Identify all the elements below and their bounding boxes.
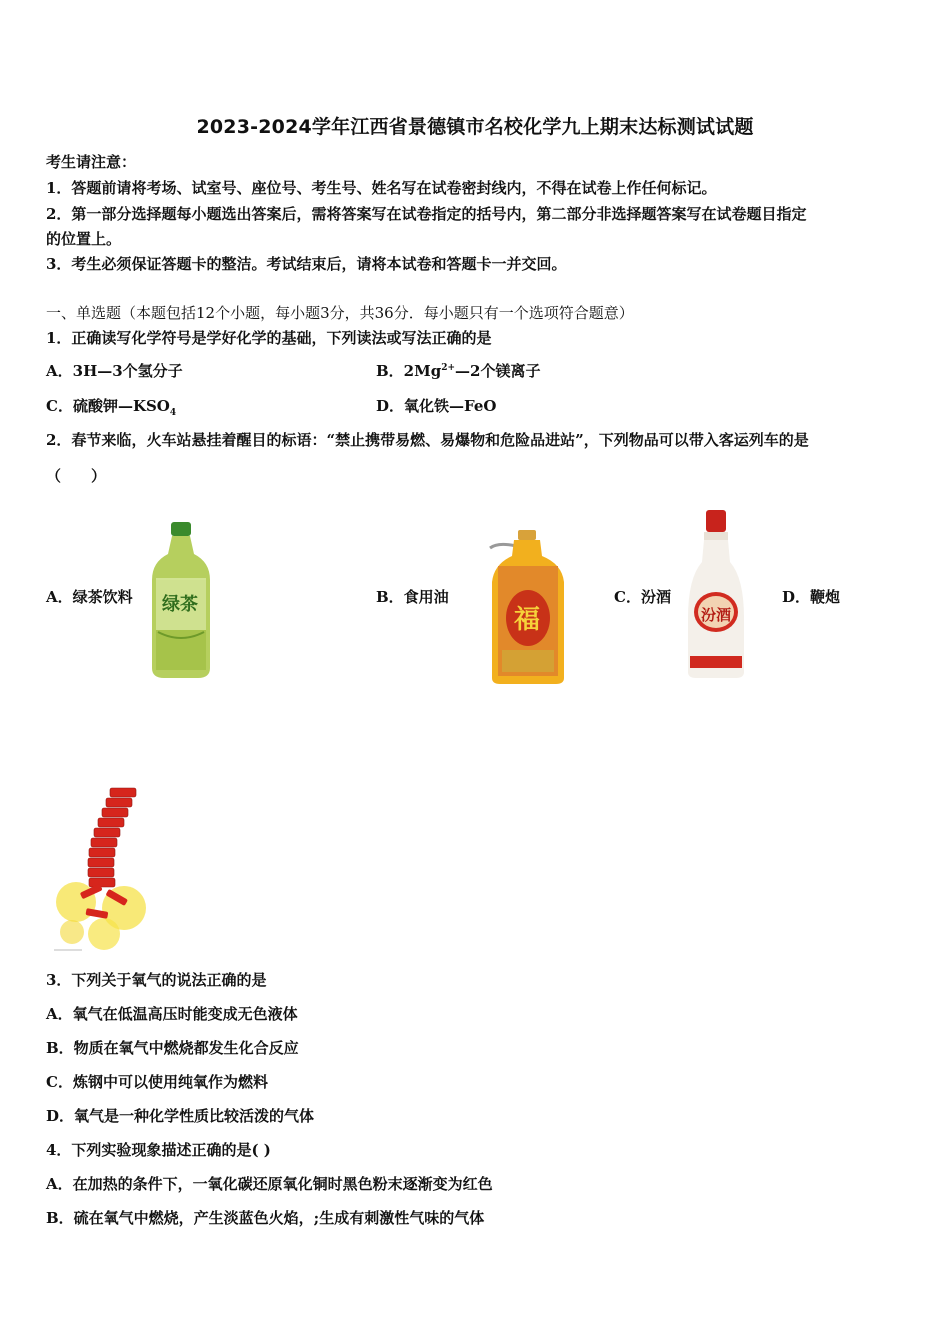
firecrackers-image [46,784,158,954]
q1-option-c: C．硫酸钾$—KSO_4$ [46,397,177,418]
tea-label-text: 绿茶 [162,594,198,615]
wine-label-text: 汾酒 [701,606,732,624]
q1-stem: 1．正确读写化学符号是学好化学的基础，下列读法或写法正确的是 [46,329,492,347]
oil-label-text: 福 [514,605,541,635]
q2-answer-paren: （ ） [46,467,107,485]
q2-option-a: A．绿茶饮料 [46,588,133,606]
notice-heading: 考生请注意： [46,153,137,171]
q4-stem: 4．下列实验现象描述正确的是( ) [46,1141,271,1159]
q3-option-d: D．氧气是一种化学性质比较活泼的气体 [46,1107,315,1125]
q1-option-d: D．氧化铁—FeO [376,397,497,415]
q2-option-d: D．鞭炮 [782,588,841,606]
notice-item-2-cont: 的位置上。 [46,230,122,248]
notice-item-3: 3．考生必须保证答题卡的整洁。考试结束后，请将本试卷和答题卡一并交回。 [46,255,567,273]
q2-stem: 2．春节来临，火车站悬挂着醒目的标语：“禁止携带易燃、易爆物和危险品进站”，下列物品可以带入客运列车的是 [46,431,809,449]
q3-option-c: C．炼钢中可以使用纯氧作为燃料 [46,1073,268,1091]
q1-option-a: A．3H—3个氢分子 [46,362,183,380]
q2-option-b: B．食用油 [376,588,449,606]
q3-option-a: A．氧气在低温高压时能变成无色液体 [46,1005,298,1023]
q4-option-a: A．在加热的条件下，一氧化碳还原氧化铜时黑色粉末逐渐变为红色 [46,1175,493,1193]
green-tea-bottle-image [148,520,214,680]
q4-option-b: B．硫在氧气中燃烧，产生淡蓝色火焰，;生成有刺激性气味的气体 [46,1209,485,1227]
q1-option-b: B．$2Mg^{2+}—2$个镁离子 [376,362,541,380]
section-heading: 一、单选题（本题包括12个小题，每小题3分，共36分．每小题只有一个选项符合题意） [46,304,634,322]
notice-item-1: 1．答题前请将考场、试室号、座位号、考生号、姓名写在试卷密封线内，不得在试卷上作任何标记。 [46,179,717,197]
fen-wine-bottle-image [684,508,748,680]
cooking-oil-bottle-image [488,530,568,686]
page-title: 2023-2024学年江西省景德镇市名校化学九上期末达标测试试题 [196,116,754,138]
q3-stem: 3．下列关于氧气的说法正确的是 [46,971,267,989]
q3-option-b: B．物质在氧气中燃烧都发生化合反应 [46,1039,299,1057]
q2-option-c: C．汾酒 [614,588,671,606]
notice-item-2: 2．第一部分选择题每小题选出答案后，需将答案写在试卷指定的括号内，第二部分非选择题答案写在试卷题目指定 [46,205,807,223]
